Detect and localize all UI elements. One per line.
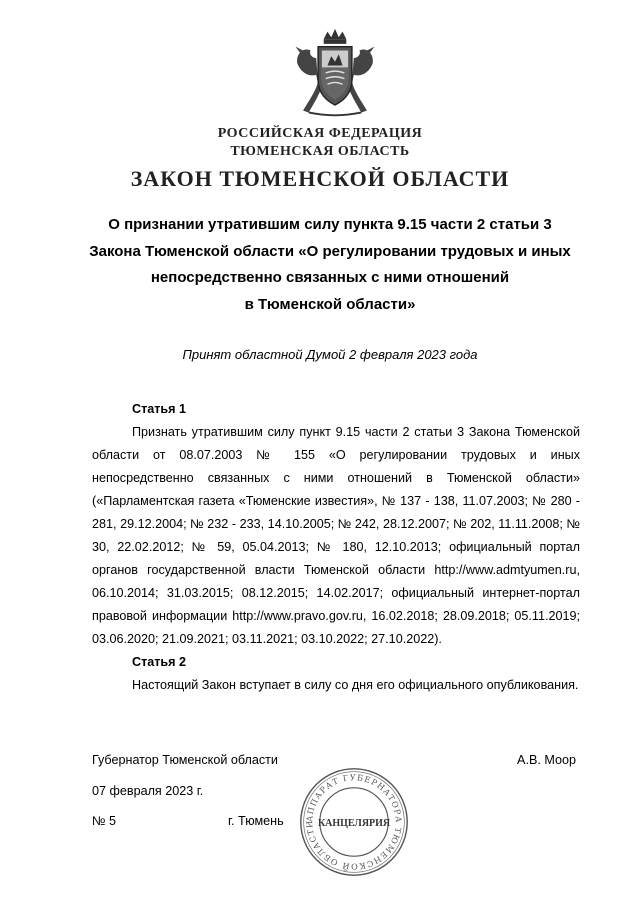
subject-line: непосредственно связанных с ними отношений xyxy=(150,269,510,286)
signatory-name: А.В. Моор xyxy=(517,753,576,767)
law-body xyxy=(92,398,580,697)
subject-line: О признании утратившим силу пункта 9.15 части 2 статьи 3 xyxy=(108,216,552,233)
article-1-heading: Статья 1 xyxy=(132,402,187,416)
law-number: № 5 xyxy=(92,814,117,828)
law-title: ЗАКОН ТЮМЕНСКОЙ ОБЛАСТИ xyxy=(130,166,510,191)
article-1-text: Признать утратившим силу пункт 9.15 части 2 статьи 3 Закона Тюменской области от 08.07.2003 № 155 «О регулировании трудовых и иных непосредственно связанных с ними отношений в Тюменской области» («Парламентская газета «Тюменские известия», № 137 - 138, 11.07.2003; № 280 - 281, 29.12.2004; № 232 - 233, 14.10.2005; № 242, 28.12.2007; № 202, 11.11.2008; № 30, 22.02.2012; № 59, 05.04.2013; № 180, 12.10.2013; официальный портал органов государственной власти Тюменской области http://www.admtyumen.ru, 06.10.2014; 31.03.2015; 08.12.2015; 14.02.2017; официальный интернет-портал правовой информации http://www.pravo.gov.ru, 16.02.2018; 28.09.2018; 05.11.2019; 03.06.2020; 21.09.2021; 03.11.2021; 03.10.2022; 27.10.2022). xyxy=(92,425,580,646)
article-2-text: Настоящий Закон вступает в силу со дня его официального опубликования. xyxy=(132,678,579,692)
header-country: РОССИЙСКАЯ ФЕДЕРАЦИЯ xyxy=(217,126,423,141)
signatory-position: Губернатор Тюменской области xyxy=(92,753,278,767)
signing-date: 07 февраля 2023 г. xyxy=(92,784,204,798)
law-subject xyxy=(80,212,580,318)
seal-stamp xyxy=(297,765,411,879)
subject-line: в Тюменской области» xyxy=(244,295,416,313)
signing-city: г. Тюмень xyxy=(228,814,284,828)
coat-of-arms-icon xyxy=(288,26,382,120)
article-2-heading: Статья 2 xyxy=(132,655,187,669)
stamp-ring-text: АППАРАТ ГУБЕРНАТОРА ТЮМЕНСКОЙ ОБЛАСТИ xyxy=(305,773,403,871)
subject-line: Закона Тюменской области «О регулировании трудовых и иных xyxy=(89,242,571,260)
adoption-note: Принят областной Думой 2 февраля 2023 года xyxy=(182,347,478,362)
header-region: ТЮМЕНСКАЯ ОБЛАСТЬ xyxy=(230,144,410,159)
stamp-center-text: КАНЦЕЛЯРИЯ xyxy=(317,817,391,829)
